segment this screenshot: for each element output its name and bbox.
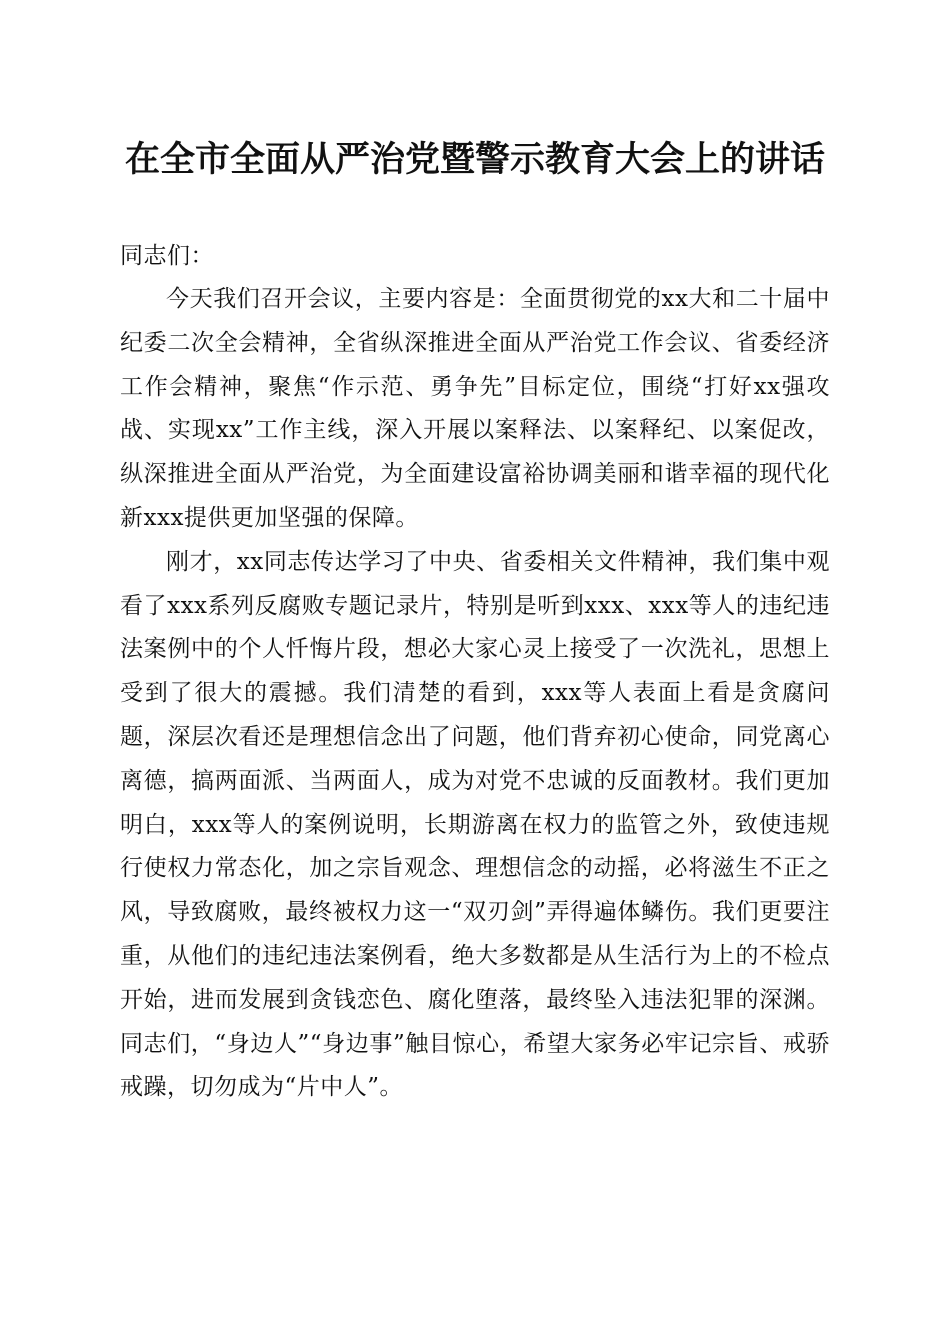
salutation: 同志们： <box>120 243 214 269</box>
body-paragraph-1: 今天我们召开会议，主要内容是：全面贯彻党的xx大和二十届中纪委二次全会精神，全省纵深推进全面从严治党工作会议、省委经济工作会精神，聚焦“作示范、勇争先”目标定位，围绕“打好xx强攻战、实现xx”工作主线，深入开展以案释法、以案释纪、以案促改，纵深推进全面从严治党，为全面建设富裕协调美丽和谐幸福的现代化新xxx提供更加坚强的保障。 <box>120 286 830 531</box>
document-title: 在全市全面从严治党暨警示教育大会上的讲话 <box>124 139 825 180</box>
body-paragraph-2: 刚才，xx同志传达学习了中央、省委相关文件精神，我们集中观看了xxx系列反腐败专题记录片，特别是听到xxx、xxx等人的违纪违法案例中的个人忏悔片段，想必大家心灵上接受了一次洗礼，思想上受到了很大的震撼。我们清楚的看到，xxx等人表面上看是贪腐问题，深层次看还是理想信念出了问题，他们背弃初心使命，同党离心离德，搞两面派、当两面人，成为对党不忠诚的反面教材。我们更加明白，xxx等人的案例说明，长期游离在权力的监管之外，致使违规行使权力常态化，加之宗旨观念、理想信念的动摇，必将滋生不正之风，导致腐败，最终被权力这一“双刃剑”弄得遍体鳞伤。我们更要注重，从他们的违纪违法案例看，绝大多数都是从生活行为上的不检点开始，进而发展到贪钱恋色、腐化堕落，最终坠入违法犯罪的深渊。同志们，“身边人”“身边事”触目惊心，希望大家务必牢记宗旨、戒骄戒躁，切勿成为“片中人”。 <box>120 548 830 1101</box>
